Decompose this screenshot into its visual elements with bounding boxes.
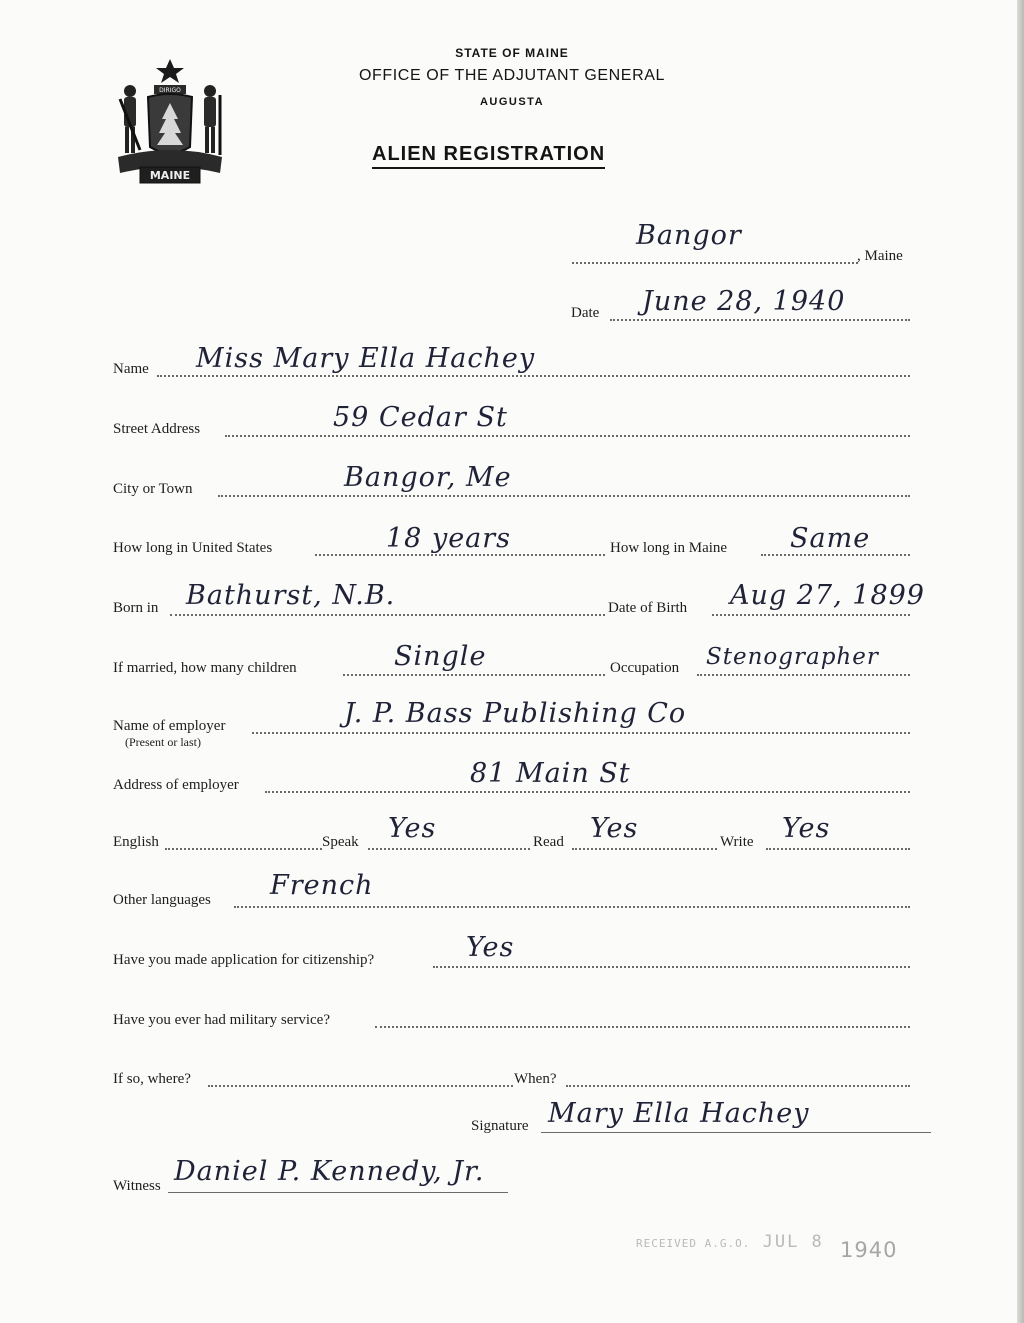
signature-label: Signature xyxy=(471,1118,529,1134)
write-entry: Yes xyxy=(782,813,831,844)
occupation-line xyxy=(697,674,910,676)
children-line xyxy=(343,674,605,676)
military-label: Have you ever had military service? xyxy=(113,1012,330,1028)
header-office: OFFICE OF THE ADJUTANT GENERAL xyxy=(358,67,666,84)
citizenship-line xyxy=(433,966,910,968)
english-label: English xyxy=(113,834,159,850)
born-in-label: Born in xyxy=(113,600,159,616)
employer-label: Name of employer xyxy=(113,718,226,734)
employer-address-line xyxy=(265,791,910,793)
occupation-label: Occupation xyxy=(610,660,680,676)
occupation-entry: Stenographer xyxy=(706,644,879,670)
born-in-line xyxy=(170,614,605,616)
witness-entry: Daniel P. Kennedy, Jr. xyxy=(174,1156,485,1187)
born-in-entry: Bathurst, N.B. xyxy=(186,580,396,611)
children-label: If married, how many children xyxy=(113,660,297,676)
employer-address-entry: 81 Main St xyxy=(470,758,631,789)
received-stamp-text: RECEIVED A.G.O. xyxy=(636,1237,751,1250)
where-label: If so, where? xyxy=(113,1071,191,1087)
place-suffix-label: , Maine xyxy=(857,248,903,264)
city-entry: Bangor, Me xyxy=(344,462,512,493)
speak-entry: Yes xyxy=(388,813,437,844)
dob-label: Date of Birth xyxy=(608,600,688,616)
witness-label: Witness xyxy=(113,1178,161,1194)
place-line xyxy=(572,262,858,264)
svg-text:DIRIGO: DIRIGO xyxy=(159,87,181,94)
svg-text:MAINE: MAINE xyxy=(149,169,191,182)
name-label: Name xyxy=(113,361,149,377)
when-label: When? xyxy=(514,1071,557,1087)
how-long-maine-line xyxy=(761,554,910,556)
children-entry: Single xyxy=(394,641,487,672)
city-line xyxy=(218,495,910,497)
write-line xyxy=(766,848,910,850)
read-line xyxy=(572,848,717,850)
employer-line xyxy=(252,732,910,734)
received-stamp-date: JUL 8 xyxy=(762,1232,824,1252)
witness-line xyxy=(168,1192,508,1193)
employer-address-label: Address of employer xyxy=(113,777,239,793)
dob-line xyxy=(712,614,910,616)
other-languages-entry: French xyxy=(270,870,374,901)
read-entry: Yes xyxy=(590,813,639,844)
read-label: Read xyxy=(533,834,564,850)
date-line xyxy=(610,319,910,321)
write-label: Write xyxy=(720,834,754,850)
employer-entry: J. P. Bass Publishing Co xyxy=(344,698,687,729)
when-line xyxy=(566,1085,910,1087)
speak-label: Speak xyxy=(322,834,359,850)
header-city: AUGUSTA xyxy=(479,96,545,108)
citizenship-label: Have you made application for citizenship? xyxy=(113,952,375,968)
place-entry: Bangor xyxy=(636,220,742,251)
english-line xyxy=(165,848,322,850)
dob-entry: Aug 27, 1899 xyxy=(730,580,925,611)
received-stamp-year: 1940 xyxy=(840,1238,898,1262)
how-long-us-label: How long in United States xyxy=(113,540,273,556)
signature-line xyxy=(541,1132,931,1133)
how-long-us-entry: 18 years xyxy=(386,523,512,554)
page-edge xyxy=(1017,0,1024,1323)
where-line xyxy=(208,1085,513,1087)
street-line xyxy=(225,435,910,437)
signature-entry: Mary Ella Hachey xyxy=(548,1098,810,1129)
how-long-us-line xyxy=(315,554,605,556)
other-languages-label: Other languages xyxy=(113,892,211,908)
form-title: ALIEN REGISTRATION xyxy=(372,143,605,169)
citizenship-entry: Yes xyxy=(466,932,515,963)
name-entry: Miss Mary Ella Hachey xyxy=(196,343,536,374)
date-entry: June 28, 1940 xyxy=(642,286,846,317)
other-languages-line xyxy=(234,906,910,908)
header-state: STATE OF MAINE xyxy=(455,46,569,60)
speak-line xyxy=(368,848,530,850)
how-long-maine-entry: Same xyxy=(790,523,871,554)
how-long-maine-label: How long in Maine xyxy=(610,540,728,556)
military-line xyxy=(375,1026,910,1028)
name-line xyxy=(157,375,910,377)
street-label: Street Address xyxy=(113,421,201,437)
city-label: City or Town xyxy=(113,481,193,497)
street-entry: 59 Cedar St xyxy=(333,402,508,433)
employer-sub-label: (Present or last) xyxy=(125,735,201,749)
date-label: Date xyxy=(571,305,600,321)
received-stamp xyxy=(636,1232,824,1252)
